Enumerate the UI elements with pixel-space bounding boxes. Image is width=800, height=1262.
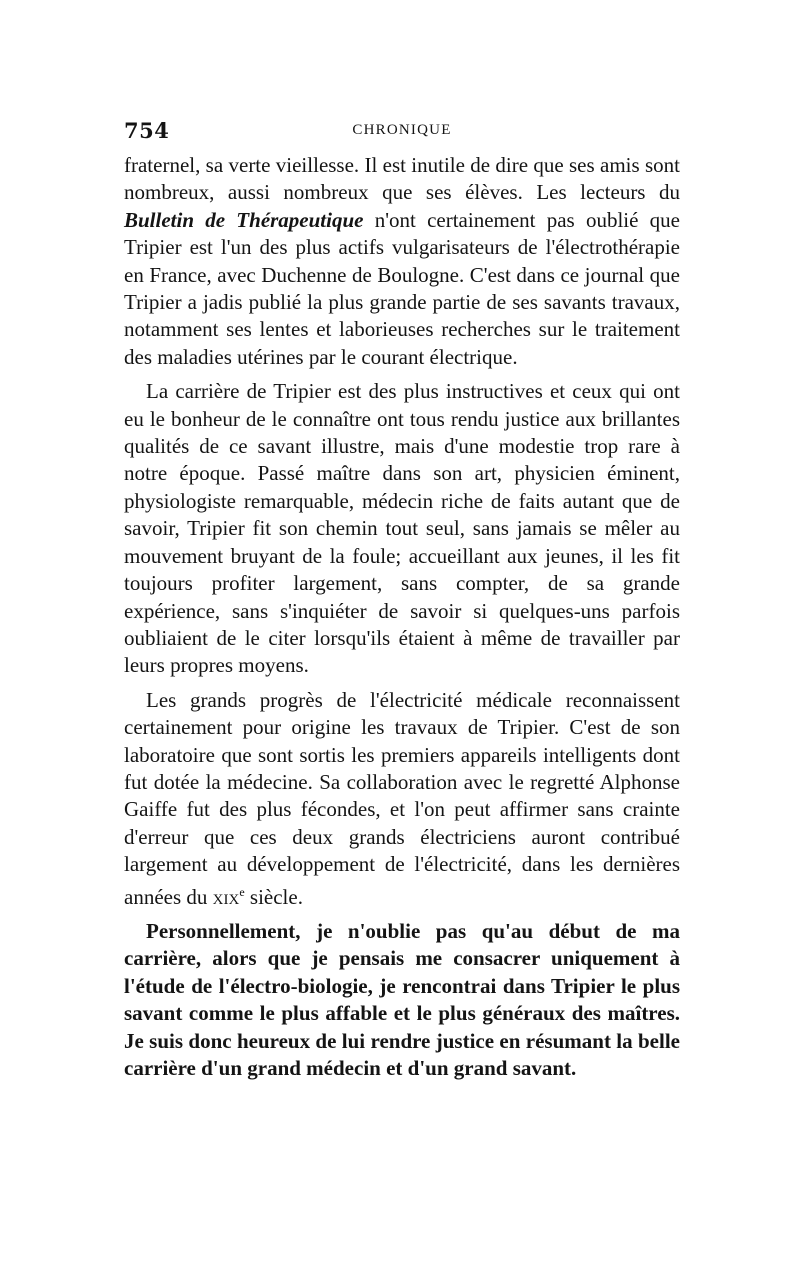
century-superscript: e — [239, 884, 245, 899]
paragraph-3-text-start: Les grands progrès de l'électricité médicale reconnaissent certainement pour origine les travaux de Tripier. C'est de son laboratoire que sont sortis les premiers appareils intelligents dont fut dotée la médecine. Sa collaboration avec le regretté Alphonse Gaiffe fut des plus fécondes, et l'on peut affirmer sans crainte d'erreur que ces deux grands électriciens auront contribué largement au développement de l'électricité, dans les dernières années du — [124, 687, 680, 909]
running-head: CHRONIQUE — [352, 122, 452, 138]
paragraph-1-text-start: fraternel, sa verte vieillesse. Il est inutile de dire que ses amis sont nombreux, aussi nombreux que ses élèves. Les lecteurs du — [124, 153, 680, 205]
page-number: 754 — [124, 118, 170, 143]
paragraph-3 — [124, 687, 680, 911]
paragraph-3-text-end: siècle. — [244, 884, 303, 909]
page-header — [124, 118, 680, 144]
paragraph-4: Personnellement, je n'oublie pas qu'au début de ma carrière, alors que je pensais me consacrer uniquement à l'étude de l'électro-biologie, je rencontrai dans Tripier le plus savant comme le plus affable et le plus généraux des maîtres. Je suis donc heureux de lui rendre justice en résumant la belle carrière d'un grand médecin et d'un grand savant. — [124, 918, 680, 1080]
century-numeral: xix — [212, 884, 240, 909]
paragraph-1-text-end: n'ont certainement pas oublié que Tripier est l'un des plus actifs vulgarisateurs de l'électrothérapie en France, avec Duchenne de Boulogne. C'est dans ce journal que Tripier a jadis publié la plus grande partie de ses savants travaux, notamment ses lentes et laborieuses recherches sur le traitement des maladies utérines par le courant électrique. — [124, 207, 681, 369]
paragraph-2: La carrière de Tripier est des plus instructives et ceux qui ont eu le bonheur de le connaître ont tous rendu justice aux brillantes qualités de ce savant illustre, mais d'une modestie trop rare à notre époque. Passé maître dans son art, physicien éminent, physiologiste remarquable, médecin riche de faits autant que de savoir, Tripier fit son chemin tout seul, sans jamais se mêler au mouvement bruyant de la foule; accueillant aux jeunes, il les fit toujours profiter largement, sans compter, de sa grande expérience, sans s'inquiéter de savoir si quelques-uns parfois oubliaient de le citer lorsqu'ils étaient à même de travailler par leurs propres moyens. — [124, 379, 680, 678]
body-text — [124, 152, 680, 1089]
journal-title: Bulletin de Thérapeutique — [124, 207, 364, 232]
paragraph-1 — [124, 152, 680, 371]
